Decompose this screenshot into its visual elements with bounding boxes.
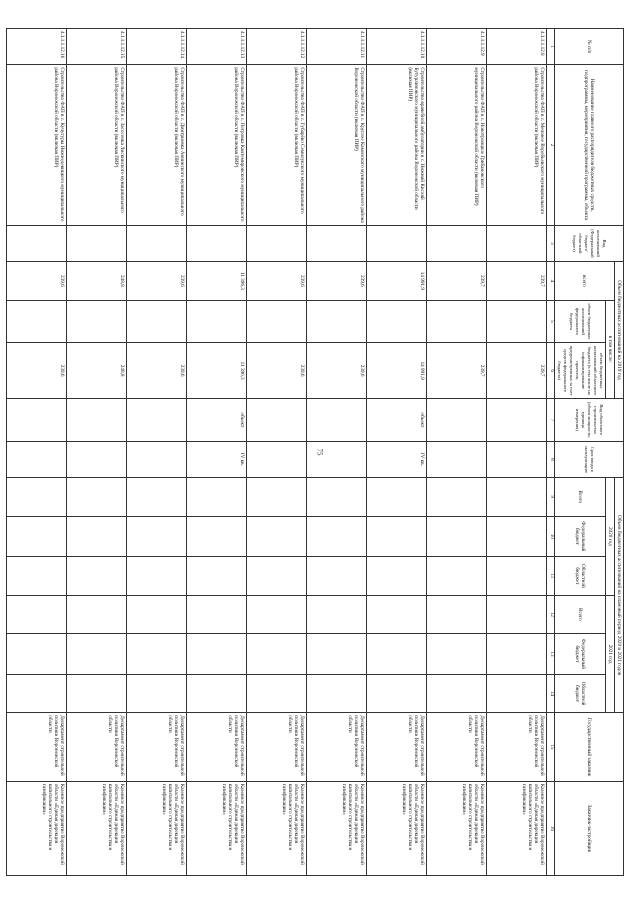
cell-zastr: Казенное предприятие Воронежской области «Единая дирекция капитального строительства и газификации» xyxy=(307,781,367,875)
cell-empty xyxy=(7,674,67,713)
cell-zak: Департамент строительной политики Воронежской области xyxy=(307,713,367,781)
cell-empty xyxy=(7,557,67,595)
header-srok: Срок ввода в эксплуатацию xyxy=(555,441,624,477)
header-total: всего xyxy=(555,262,615,300)
header-2020-obl: Областной бюджет xyxy=(555,557,606,595)
cell-zastr: Казенное предприятие Воронежской области «Единая дирекция капитального строительства и газификации» xyxy=(7,781,67,875)
cell-total: 239,7 xyxy=(427,262,487,300)
cell-empty xyxy=(67,478,127,516)
cell-empty xyxy=(307,595,367,633)
cell-empty xyxy=(67,595,127,633)
cell-empty xyxy=(307,478,367,516)
cell-zastr: Казенное предприятие Воронежской области «Единая дирекция капитального строительства и газификации» xyxy=(367,781,427,875)
cell-empty xyxy=(7,595,67,633)
cell-zak: Департамент строительной политики Воронежской области xyxy=(487,713,547,781)
cell-no: 4.1.1.1.12.8 xyxy=(487,29,547,65)
cell-empty xyxy=(67,225,127,261)
cell-empty xyxy=(367,225,427,261)
cell-empty xyxy=(67,634,127,675)
cell-zastr: Казенное предприятие Воронежской области «Единая дирекция капитального строительства и газификации» xyxy=(247,781,307,875)
cell-obl: 14 991,9 xyxy=(367,343,427,399)
cell-empty xyxy=(247,595,307,633)
cell-name: Строительство врачебной амбулатории в с. Нижний Кисляй Бутурлиновского муниципального района Воронежской области (включая ПИР) xyxy=(367,65,427,225)
cell-empty xyxy=(427,557,487,595)
header-fed-budget: объем бюджетных ассигнований федерального бюджета xyxy=(555,300,606,343)
cell-empty xyxy=(127,634,187,675)
cell-empty xyxy=(427,674,487,713)
cell-empty xyxy=(7,634,67,675)
cell-empty xyxy=(487,478,547,516)
cell-mosh xyxy=(127,398,187,441)
cell-zastr: Казенное предприятие Воронежской области «Единая дирекция капитального строительства и газификации» xyxy=(487,781,547,875)
cell-no: 4.1.1.1.12.11 xyxy=(307,29,367,65)
cell-no: 4.1.1.1.12.16 xyxy=(7,29,67,65)
cell-empty xyxy=(247,634,307,675)
cell-mosh xyxy=(307,398,367,441)
cell-total: 239,6 xyxy=(307,262,367,300)
header-gos-zak: Государственный заказчик xyxy=(555,713,624,781)
cell-empty xyxy=(487,516,547,557)
cell-total: 14 991,9 xyxy=(367,262,427,300)
cell-empty xyxy=(187,634,247,675)
cell-mosh: объект xyxy=(367,398,427,441)
cell-empty xyxy=(127,516,187,557)
cell-srok xyxy=(427,441,487,477)
cell-zak: Департамент строительной политики Воронежской области xyxy=(247,713,307,781)
table-row xyxy=(367,29,427,876)
cell-zastr: Казенное предприятие Воронежской области «Единая дирекция капитального строительства и газификации» xyxy=(127,781,187,875)
cell-empty xyxy=(127,595,187,633)
table-row xyxy=(427,29,487,876)
header-obj-2019: Объем бюджетных ассигнований на 2019 год xyxy=(615,262,624,399)
cell-empty xyxy=(187,478,247,516)
header-incl: в том числе: xyxy=(606,300,615,398)
cell-no: 4.1.1.1.12.9 xyxy=(427,29,487,65)
cell-empty xyxy=(127,300,187,343)
cell-zak: Департамент строительной политики Воронежской области xyxy=(427,713,487,781)
rotated-table-container xyxy=(40,28,624,876)
cell-zak: Департамент строительной политики Воронежской области xyxy=(367,713,427,781)
cell-empty xyxy=(367,478,427,516)
cell-empty xyxy=(67,300,127,343)
cell-empty xyxy=(187,595,247,633)
table-row xyxy=(7,29,67,876)
cell-name: Строительство ФАП в с. Круглое Каменского муниципального района Воронежской области (включая ПИР) xyxy=(307,65,367,225)
cell-empty xyxy=(487,557,547,595)
cell-obl: 239,7 xyxy=(487,343,547,399)
cell-empty xyxy=(307,674,367,713)
header-2021: 2021 год xyxy=(606,595,615,713)
cell-empty xyxy=(427,634,487,675)
cell-empty xyxy=(427,595,487,633)
header-no: № п/п xyxy=(555,29,624,65)
cell-empty xyxy=(247,478,307,516)
cell-srok xyxy=(247,441,307,477)
cell-empty xyxy=(247,674,307,713)
cell-no: 4.1.1.1.12.12 xyxy=(247,29,307,65)
cell-empty xyxy=(487,634,547,675)
cell-empty xyxy=(427,300,487,343)
cell-empty xyxy=(367,516,427,557)
header-2021-obl: Областной бюджет xyxy=(555,674,606,713)
page-number: 75 xyxy=(315,448,324,456)
investment-table xyxy=(6,28,624,876)
cell-empty xyxy=(67,674,127,713)
cell-total: 239,6 xyxy=(127,262,187,300)
cell-empty xyxy=(487,225,547,261)
cell-empty xyxy=(307,634,367,675)
cell-empty xyxy=(187,300,247,343)
cell-zastr: Казенное предприятие Воронежской области «Единая дирекция капитального строительства и газификации» xyxy=(427,781,487,875)
cell-total: 239,6 xyxy=(7,262,67,300)
cell-empty xyxy=(67,557,127,595)
cell-srok xyxy=(67,441,127,477)
cell-obl: 239,6 xyxy=(127,343,187,399)
cell-empty xyxy=(487,300,547,343)
header-2021-fed: Федеральный бюджет xyxy=(555,634,606,675)
cell-empty xyxy=(187,557,247,595)
table-row xyxy=(307,29,367,876)
cell-empty xyxy=(127,674,187,713)
cell-empty xyxy=(427,225,487,261)
cell-total: 11 396,3 xyxy=(187,262,247,300)
table-row xyxy=(247,29,307,876)
cell-zak: Департамент строительной политики Воронежской области xyxy=(67,713,127,781)
cell-zak: Департамент строительной политики Воронежской области xyxy=(187,713,247,781)
cell-name: Строительство ФАП в с. Засосенка Лискинского муниципального района Воронежской области (включая ПИР) xyxy=(67,65,127,225)
cell-total: 248,8 xyxy=(67,262,127,300)
cell-srok: IV кв. xyxy=(187,441,247,477)
cell-empty xyxy=(487,674,547,713)
column-number-row: 1 2 3 4 5 6 7 8 9 10 11 12 13 14 15 16 xyxy=(547,29,555,876)
cell-name: Строительство ФАП в с. Петровка Кантемировского муниципального района Воронежской области (включая ПИР) xyxy=(187,65,247,225)
cell-mosh: объект xyxy=(187,398,247,441)
header-obj-2020-2021: Объем бюджетных ассигнований на плановый период 2020 и 2021 годов xyxy=(615,478,624,713)
header-obl-budget: объем бюджетных ассигнований областного бюджета (в том числе на софинансирование проектов, предусмотренных за счет средств федерального бюджета) xyxy=(555,343,606,399)
cell-mosh xyxy=(7,398,67,441)
header-2020-fed: Федеральный бюджет xyxy=(555,516,606,557)
cell-empty xyxy=(187,225,247,261)
cell-obl: 248,8 xyxy=(67,343,127,399)
cell-obl: 239,7 xyxy=(427,343,487,399)
cell-empty xyxy=(127,557,187,595)
cell-srok xyxy=(127,441,187,477)
cell-empty xyxy=(307,557,367,595)
cell-obl: 239,6 xyxy=(307,343,367,399)
table-row xyxy=(487,29,547,876)
table-row xyxy=(127,29,187,876)
cell-empty xyxy=(7,225,67,261)
cell-empty xyxy=(367,300,427,343)
cell-name: Строительство ФАП в с. Губарёво Семилукского муниципального района Воронежской области (включая ПИР) xyxy=(247,65,307,225)
cell-empty xyxy=(127,478,187,516)
cell-empty xyxy=(367,634,427,675)
cell-empty xyxy=(307,225,367,261)
cell-empty xyxy=(7,300,67,343)
cell-empty xyxy=(427,516,487,557)
cell-obl: 11 396,3 xyxy=(187,343,247,399)
cell-empty xyxy=(307,516,367,557)
cell-zak: Департамент строительной политики Воронежской области xyxy=(7,713,67,781)
cell-empty xyxy=(367,674,427,713)
header-2020: 2020 год xyxy=(606,478,615,596)
cell-empty xyxy=(247,300,307,343)
cell-empty xyxy=(307,300,367,343)
cell-no: 4.1.1.1.12.13 xyxy=(187,29,247,65)
cell-srok: IV кв. xyxy=(367,441,427,477)
table-row xyxy=(187,29,247,876)
cell-no: 4.1.1.1.12.14 xyxy=(127,29,187,65)
cell-empty xyxy=(67,516,127,557)
cell-name: Строительство ФАП в с. Новотроицкое Грибановского муниципального района Воронежской области (включая ПИР) xyxy=(427,65,487,225)
cell-obl: 239,6 xyxy=(7,343,67,399)
header-2021-vsego: Всего xyxy=(555,595,606,633)
cell-zastr: Казенное предприятие Воронежской области «Единая дирекция капитального строительства и газификации» xyxy=(67,781,127,875)
cell-empty xyxy=(7,516,67,557)
cell-empty xyxy=(247,225,307,261)
cell-zastr: Казенное предприятие Воронежской области «Единая дирекция капитального строительства и газификации» xyxy=(187,781,247,875)
cell-zak: Департамент строительной политики Воронежской области xyxy=(127,713,187,781)
header-zastr: Заказчик-застройщик xyxy=(555,781,624,875)
cell-name: Строительство ФАП в с. Мечовое Воробьевского муниципального района Воронежской области (включая ПИР) xyxy=(487,65,547,225)
cell-name: Строительство ФАП в с. Дмитриевка Аннинского муниципального района Воронежской области (включая ПИР) xyxy=(127,65,187,225)
cell-obl: 239,6 xyxy=(247,343,307,399)
header-2020-vsego: Всего xyxy=(555,478,606,516)
cell-empty xyxy=(247,516,307,557)
cell-mosh xyxy=(427,398,487,441)
cell-total: 239,6 xyxy=(247,262,307,300)
cell-srok xyxy=(487,441,547,477)
cell-no: 4.1.1.1.12.10 xyxy=(367,29,427,65)
cell-no: 4.1.1.1.12.15 xyxy=(67,29,127,65)
header-mosh: Вид объектного строительства (объем мощности, единица измерения) xyxy=(555,398,624,441)
header-name: Наименование главного распорядителя бюджетных средств, подпрограммы, мероприятия, государственной программы, объекта xyxy=(555,65,624,225)
cell-mosh xyxy=(67,398,127,441)
cell-empty xyxy=(367,557,427,595)
cell-mosh xyxy=(487,398,547,441)
header-volume: Вид ассигнований (Федеральный бюджет/областной бюджет) xyxy=(555,225,624,261)
cell-empty xyxy=(427,478,487,516)
cell-srok xyxy=(307,441,367,477)
table-row xyxy=(67,29,127,876)
cell-srok xyxy=(7,441,67,477)
cell-empty xyxy=(367,595,427,633)
cell-empty xyxy=(247,557,307,595)
cell-total: 239,7 xyxy=(487,262,547,300)
cell-mosh xyxy=(247,398,307,441)
cell-empty xyxy=(187,674,247,713)
cell-empty xyxy=(127,225,187,261)
cell-empty xyxy=(187,516,247,557)
cell-empty xyxy=(487,595,547,633)
cell-name: Строительство ФАП в с. Кучугуры Нижнедевицкого муниципального района Воронежской области (включая ПИР) xyxy=(7,65,67,225)
cell-empty xyxy=(7,478,67,516)
